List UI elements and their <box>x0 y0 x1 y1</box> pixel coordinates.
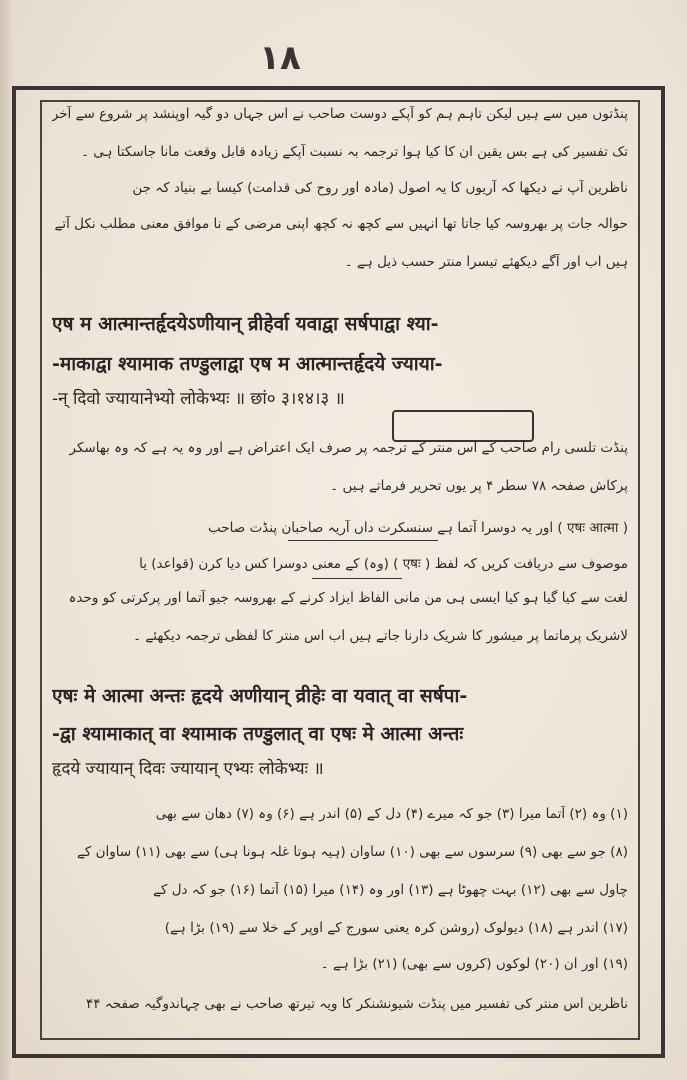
text-line: ناظرین اس منتر کی تفسیر میں پنڈت شیونشنکر کا ویہ تیرتھ صاحب نے بھی چہاندوگیہ صفحہ ۴۴ <box>86 996 628 1012</box>
text-line: (۱۹) اور ان (۲۰) لوکوں (کروں سے بھی) (۲۱) بڑا ہے ۔ <box>320 956 628 972</box>
sanskrit-line: -न् दिवो ज्यायानेभ्यो लोकेभ्यः ॥ छां० ३।१४।३ ॥ <box>52 389 345 409</box>
sanskrit-line: एषः मे आत्मा अन्तः हृदये अणीयान् व्रीहेः वा यवात् वा सर्षपा- <box>52 685 468 707</box>
text-line: تک تفسیر کی ہے بس یقین ان کا کیا ہوا ترجمہ بہ نسبت آپکے زیادہ قابل وقعت مانا جاسکتا ہی ۔ <box>81 144 628 160</box>
text-line: حوالہ جات پر بھروسہ کیا جاتا تھا انہیں سے کچھ نہ کچھ اپنی مرضی کے نا موافق معنی مطلب نکل آتے <box>54 216 628 232</box>
sanskrit-line: -माकाद्वा श्यामाक तण्डुलाद्वा एष म आत्मान्तर्हृदये ज्याया- <box>52 353 443 375</box>
text-line: پنڈت تلسی رام صاحب کے اس منتر کے ترجمہ پر صرف ایک اعتراض ہے اور وہ یہ ہے کہ وہ بھاسکر <box>69 440 628 456</box>
text-line: ( एषः आत्मा ) اور یہ دوسرا آتما ہے سنسکرت داں آریہ صاحبان پنڈت صاحب <box>207 520 628 536</box>
page-number: ۱۸ <box>259 38 301 78</box>
text-line: لاشریک پرماتما پر میشور کا شریک دارنا جاتے ہیں اب اس منتر کا لفظی ترجمہ دیکھئے ۔ <box>133 628 628 644</box>
text-line: ہیں اب اور آگے دیکھئے تیسرا منتر حسب ذیل ہے ۔ <box>344 254 628 270</box>
text-line: (۱) وہ (۲) آتما میرا (۳) جو کہ میرے (۴) دل کے (۵) اندر ہے (۶) وہ (۷) دھان سے بھی <box>155 806 628 822</box>
text-line: موصوف سے دریافت کریں کہ لفظ ( एषः ) (وہ) کے معنی دوسرا کس دیا کرن (قواعد) یا <box>139 556 628 572</box>
text-line: پنڈتوں میں سے ہیں لیکن تاہم ہم کو آپکے دوست صاحب نے اس جہاں دو گیہ اوپنشد پر شروع سے آخر <box>52 106 628 122</box>
text-line: (۸) جو سے بھی (۹) سرسوں سے بھی (۱۰) ساوان (ہیہ ہوتا غلہ ہونا ہی) سے بھی (۱۱) ساوان کے <box>76 844 628 860</box>
text-line: ناظرین آپ نے دیکھا کہ آریوں کا یہ اصول (مادہ اور روح کی قدامت) کیسا بے بنیاد کہ جن <box>132 180 628 196</box>
text-underline <box>288 540 438 541</box>
text-body <box>52 100 628 1040</box>
text-line: لغت سے کیا گیا ہو کیا ایسی ہی من مانی الفاظ ایزاد کرنے کے بھروسہ جیو آتما اور پرکرتی کو وحدہ <box>68 590 628 606</box>
sanskrit-line: हृदये ज्यायान् दिवः ज्यायान् एभ्यः लोकेभ्यः ॥ <box>52 759 324 779</box>
sanskrit-line: -द्वा श्यामाकात् वा श्यामाक तण्डुलात् वा एषः मे आत्मा अन्तः <box>52 723 464 745</box>
text-line: (۱۷) اندر ہے (۱۸) دیولوک (روشن کرہ یعنی سورج کے اوپر کے خلا سے (۱۹) بڑا ہے) <box>164 920 628 936</box>
sanskrit-line: एष म आत्मान्तर्हृदयेऽणीयान् व्रीहेर्वा यवाद्वा सर्षपाद्वा श्या- <box>52 313 439 335</box>
text-underline <box>312 578 402 579</box>
text-line: چاول سے بھی (۱۲) بہت چھوٹا ہے (۱۳) اور وہ (۱۴) میرا (۱۵) آتما (۱۶) جو کہ دل کے <box>153 882 628 898</box>
text-line: پرکاش صفحہ ۷۸ سطر ۴ پر یوں تحریر فرماتے ہیں ۔ <box>330 478 628 494</box>
